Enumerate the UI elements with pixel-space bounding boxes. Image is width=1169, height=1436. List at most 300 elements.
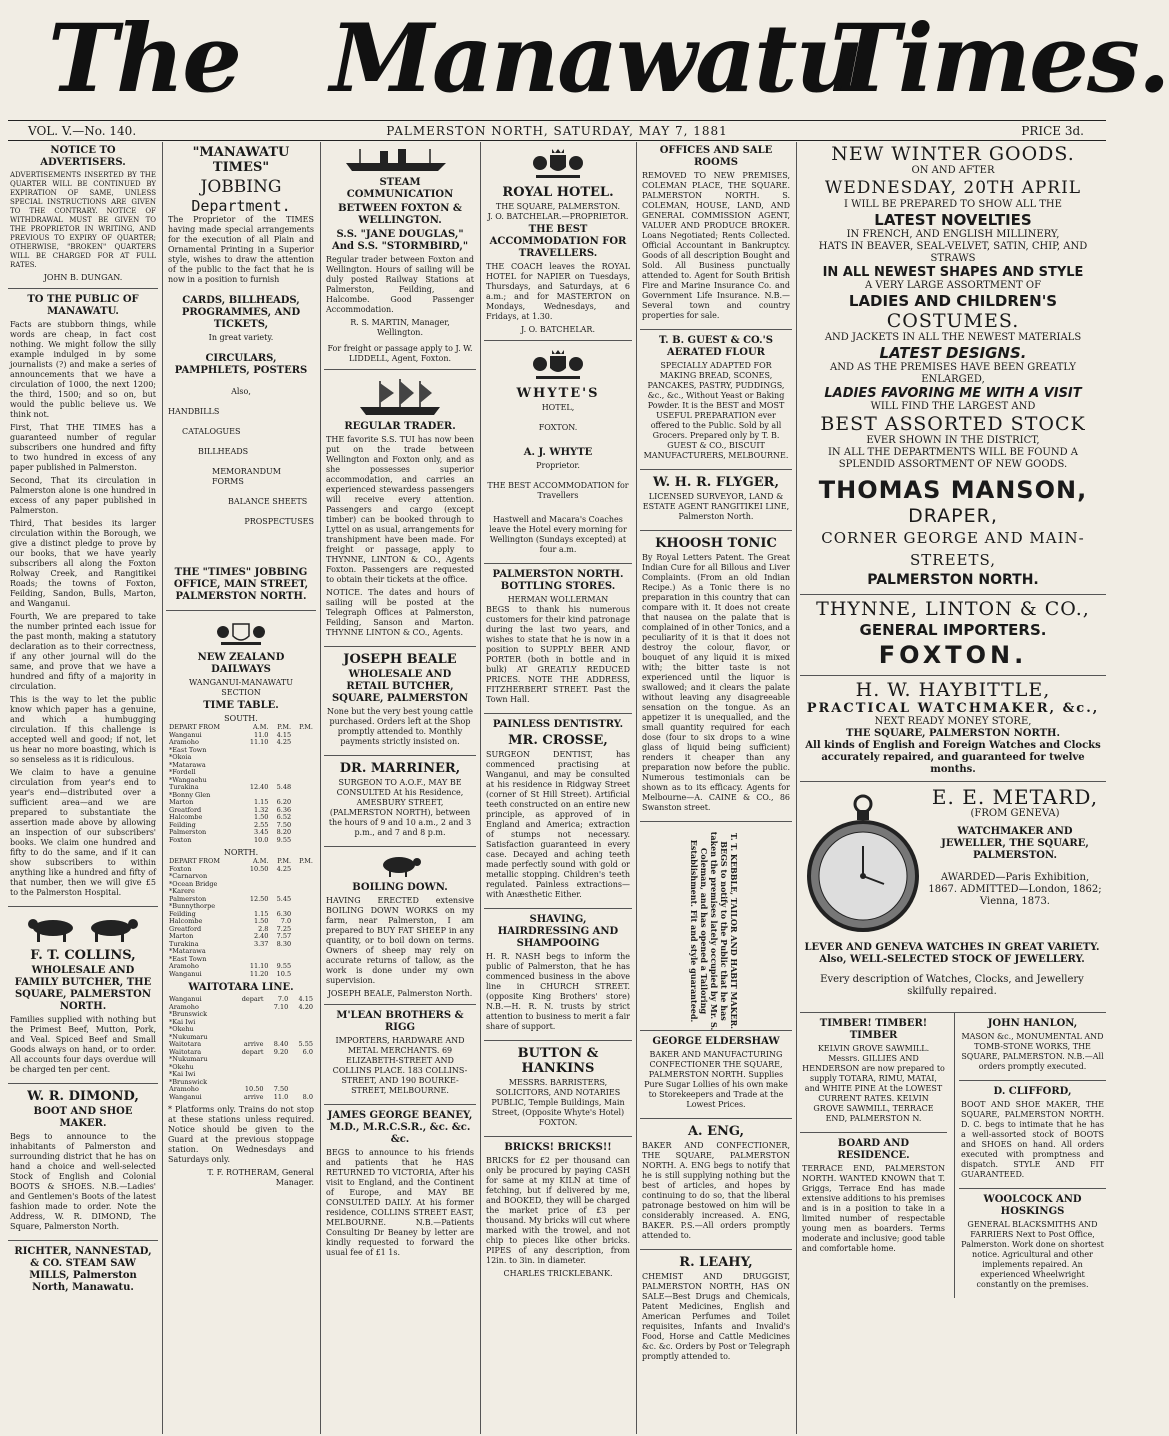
column-6 (800, 140, 1106, 1436)
ad-ships: S.S. "JANE DOUGLAS," And S.S. "STORMBIRD," (331, 229, 469, 252)
table-cell (265, 1011, 290, 1019)
table-cell: *Karere (169, 887, 195, 895)
ad-line: WILL FIND THE LARGEST AND (870, 401, 1036, 412)
table-cell (292, 903, 314, 911)
ad-button-hankins (484, 1041, 632, 1137)
ad-paragraph: This is the way to let the public know which paper has a genuine, and which a humbugging circulation. If this challenge is accepted well and good; if not, let us hear no more boasting, which is so senseless as it is ridiculous. (10, 695, 156, 764)
ad-signature: JOSEPH BEALE, Palmerston North. (327, 989, 473, 998)
ad-item: CARDS, BILLHEADS, PROGRAMMES, AND TICKETS, (181, 295, 301, 330)
ad-title: D. CLIFFORD, (993, 1086, 1072, 1097)
column-header: P.M. (299, 857, 313, 865)
table-cell: Feilding (169, 909, 196, 918)
table-cell: Greatford (169, 924, 202, 933)
masthead-word-2: Manawatu (330, 4, 862, 114)
ad-signature: CHARLES TRICKLEBANK. (503, 1269, 613, 1278)
ad-whytes-hotel (484, 341, 632, 564)
ad-trade: WATCHMAKER AND JEWELLER, THE SQUARE, PALMERSTON. (941, 826, 1089, 861)
ad-eng-baker (640, 1119, 792, 1250)
table-cell: 7.0 (277, 995, 289, 1003)
ad-to-the-public (8, 289, 158, 907)
ad-title: PALMERSTON NORTH. BOTTLING STORES. (492, 569, 624, 592)
table-cell (289, 1026, 314, 1034)
ad-heading: THE BEST ACCOMMODATION FOR TRAVELLERS. (489, 224, 627, 259)
ad-paragraph: We claim to have a genuine circulation from year's end to year's end—distributed over a sufficient area—and we are prepared to substantiate the assertion made above by allowing an inspection of our subscribers' books. We claim one hundred and fifty to do the same, and if it can show subscribers to within anything like a hundred and fifty of that number, then we will give £5 to the Palmerston Hospital. (10, 768, 156, 897)
ad-date: WEDNESDAY, 20TH APRIL (824, 178, 1082, 198)
ad-signature: R. S. MARTIN, Manager, Wellington. (350, 318, 450, 337)
table-cell: 12.50 (249, 894, 269, 903)
ad-dr-beaney (324, 1105, 476, 1266)
ad-jobbing-department (166, 140, 316, 611)
ad-joseph-beale (324, 647, 476, 756)
table-cell: 6.52 (276, 813, 292, 821)
ad-khoosh-tonic (640, 531, 792, 822)
ad-subtitle: BETWEEN FOXTON & WELLINGTON. (338, 203, 462, 226)
ad-title: W. H. R. FLYGER, (653, 475, 779, 490)
table-cell: Turakina (169, 783, 199, 791)
ad-line: HATS IN BEAVER, SEAL-VELVET, SATIN, CHIP, AND STRAWS (818, 241, 1088, 264)
ad-item: PROSPECTUSES (244, 517, 314, 526)
table-cell: 2.8 (258, 924, 269, 933)
two-column-ads (800, 1013, 1106, 1298)
table-cell: Palmerston (169, 894, 207, 903)
table-cell: 7.50 (273, 1085, 289, 1093)
ad-heading: JOBBING (200, 177, 282, 197)
ad-painless-dentistry (484, 714, 632, 909)
ad-title: R. LEAHY, (679, 1255, 753, 1270)
table-cell: 4.25 (276, 738, 292, 746)
table-cell (292, 807, 314, 815)
table-cell: 1.15 (253, 798, 269, 806)
masthead (0, 0, 1169, 118)
ad-timber (800, 1013, 947, 1133)
ad-item: MEMORANDUM FORMS (212, 467, 281, 486)
ad-body: All kinds of English and Foreign Watches and Clocks accurately repaired, and guaranteed for twelve months. (805, 740, 1101, 775)
ad-item: CATALOGUES (182, 427, 241, 436)
table-cell: 1.32 (253, 805, 269, 814)
column-divider (796, 142, 797, 1434)
royal-crest-icon (528, 147, 588, 181)
ad-name: THOMAS MANSON, (818, 476, 1088, 504)
ad-item: BALANCE SHEETS (228, 497, 308, 506)
table-cell: *Okoia (169, 753, 192, 761)
ad-title: NEW ZEALAND DAILWAYS (197, 652, 285, 675)
column-header: P.M. (277, 723, 292, 731)
table-cell: *Nukumaru (169, 1032, 208, 1041)
ad-guest-flour (640, 330, 792, 470)
ad-contact: For freight or passage apply to J. W. LIDDELL, Agent, Foxton. (327, 344, 473, 363)
ad-paragraph: First, That THE TIMES has a guaranteed number of regular subscribers one hundred and fifty to two hundred in excess of any paper published in Palmerston. (10, 423, 156, 472)
ad-title: BRICKS! BRICKS!! (504, 1142, 612, 1153)
ad-railway-timetable (166, 611, 316, 1193)
column-header: P.M. (277, 857, 292, 865)
ad-subtitle: WANGANUI-MANAWATU SECTION (188, 678, 294, 697)
ad-body: THE favorite S.S. TUI has now been put on the trade between Wellington and Foxton only, and as she possesses superior accommodation, and carries an experienced stewardess passengers will receive every attention. Passengers and cargo (except timber) can be booked through to Lyttel on as usual, arrangements for transhipment have been made. For freight or passage, apply to THYNNE, LINTON & CO., Agents Foxton. Passengers are requested to obtain their tickets at the office. (326, 435, 474, 584)
table-cell: Aramoho (169, 738, 199, 746)
table-cell: 7.0 (280, 917, 292, 925)
ad-body: IMPORTERS, HARDWARE AND METAL MERCHANTS. 69 ELIZABETH-STREET AND COLLINS PLACE. 183 COLLINS-STREET, AND 190 BOURKE-STREET, MELBOURNE. (332, 1036, 468, 1095)
table-cell: Wanganui (169, 969, 202, 978)
sheep-icon (375, 854, 425, 878)
table-cell: Foxton (169, 835, 192, 844)
column-header: A.M. (252, 857, 269, 865)
table-cell: 11.0 (273, 1092, 289, 1101)
ad-item: CIRCULARS, PAMPHLETS, POSTERS (174, 353, 308, 376)
table-cell: 5.48 (276, 783, 292, 791)
timetable-south (168, 724, 314, 844)
ad-headline: LADIES FAVORING ME WITH A VISIT (824, 386, 1082, 401)
table-cell: Turakina (169, 939, 199, 948)
table-cell: *Brunswick (169, 1010, 208, 1018)
table-cell (292, 963, 314, 971)
table-cell: Marton (169, 932, 194, 940)
ad-body: BAKER AND MANUFACTURING CONFECTIONER THE SQUARE, PALMERSTON NORTH. Supplies Pure Sugar Lollies of his own make to Storekeepers and Trade at the Lowest Prices. (644, 1050, 788, 1109)
table-cell (292, 822, 314, 830)
ad-body: SPECIALLY ADAPTED FOR MAKING BREAD, SCONES, PANCAKES, PASTRY, PUDDINGS, &c., &c., Without Yeast or Baking Powder. It is the BEST and MOST USEFUL PREPARATION ever offered to the Public. Sold by all Grocers. Prepared only by T. B. GUEST & CO., BISCUIT MANUFACTURERS, MELBOURNE. (643, 361, 789, 460)
ad-bricks (484, 1137, 632, 1284)
ad-nannestad (8, 1241, 158, 1301)
ad-line: A VERY LARGE ASSORTMENT OF (864, 280, 1042, 291)
table-cell (229, 1071, 265, 1079)
table-cell (265, 1019, 290, 1027)
table-cell (292, 896, 314, 904)
ad-paragraph: Third, That besides its larger circulation within the Borough, we give a distinct pledge to prove by our books, that we have yearly subscribers all along the Foxton Rolway Creek, and Rangitikei Roads; the towns of Foxton, Feilding, Sandon, Bulls, Marton, and Wanganui. (10, 519, 156, 608)
ad-title: JAMES GEORGE BEANEY, M.D., M.R.C.S.R., &c. &c. &c. (327, 1110, 473, 1145)
sub-column-left (800, 1013, 947, 1298)
table-cell: Waitotara (169, 1047, 202, 1056)
table-cell: 6.20 (276, 798, 292, 806)
table-cell (229, 1056, 265, 1064)
table-cell: 7.25 (276, 924, 292, 933)
dateline-price: PRICE 3d. (1021, 124, 1084, 138)
ad-body: GENERAL BLACKSMITHS AND FARRIERS Next to Post Office, Palmerston. Work done on shortest notice. Agricultural and other implements repaired. An experienced Wheelwright constantly on the premises. (961, 1220, 1104, 1289)
table-cell (292, 814, 314, 822)
table-cell: *Bonny Glen (169, 790, 211, 799)
table-cell: *Ocean Bridge (169, 879, 218, 888)
ad-name: E. E. METARD, (931, 785, 1099, 809)
table-cell: Aramoho (169, 1085, 199, 1093)
table-cell (269, 762, 292, 770)
table-cell (292, 732, 314, 740)
table-cell: 11.10 (249, 962, 269, 970)
table-cell (241, 762, 269, 770)
table-cell (292, 888, 314, 896)
ad-dr-marriner (324, 756, 476, 847)
column-divider (320, 142, 321, 1434)
ad-body: LICENSED SURVEYOR, LAND & ESTATE AGENT RANGITIKEI LINE, Palmerston North. (642, 492, 790, 521)
ad-title: "MANAWATU TIMES" (192, 145, 290, 175)
ad-title: REGULAR TRADER. (344, 421, 456, 432)
table-cell (292, 747, 314, 755)
ad-name: H. W. HAYBITTLE, (855, 679, 1051, 701)
table-cell (292, 754, 314, 762)
ad-trade: GENERAL IMPORTERS. (859, 621, 1047, 639)
ad-subtitle: BOOT AND SHOE MAKER. (33, 1106, 133, 1129)
ad-hanlon (959, 1013, 1106, 1081)
ad-headline: LADIES AND CHILDREN'S (848, 292, 1058, 310)
table-cell: Halcombe (169, 917, 203, 925)
timetable-waitotara (168, 996, 314, 1101)
ad-metard (800, 782, 1106, 1013)
steamship-icon (340, 147, 460, 173)
table-cell (241, 769, 269, 777)
table-cell (265, 1056, 290, 1064)
ad-line: IN FRENCH, AND ENGLISH MILLINERY, (846, 229, 1060, 240)
ad-title: A. ENG, (687, 1124, 745, 1139)
ad-body: Regular trader between Foxton and Wellington. Hours of sailing will be duly posted Railway Stations at Palmerston, Feilding, and Halcombe. Good Passenger Accommodation. (326, 255, 474, 314)
table-cell: Palmerston (169, 828, 207, 836)
table-cell: 1.15 (253, 909, 269, 918)
ad-title: DR. MARRINER, (339, 761, 461, 776)
ad-title: SHAVING, HAIRDRESSING AND SHAMPOOING (497, 914, 619, 949)
ad-body: SURGEON DENTIST, has commenced practising at Wanganui, and may be consulted at his residence in Ridgway Street (corner of St Hill Street). Artificial teeth constructed on an entire new principle, as approved of in England and America; extraction of stumps not necessary. Satisfaction guaranteed in every case. Decayed and aching teeth made perfectly sound with gold or metallic stopping. Children's teeth regulated. Painless extractions—with Anæsthetic Either. (486, 750, 630, 899)
ad-proprietor-label: Proprietor. (536, 461, 580, 470)
ad-awards: AWARDED—Paris Exhibition, 1867. ADMITTED—London, 1862; Vienna, 1873. (928, 872, 1102, 907)
table-cell: 5.55 (298, 1040, 313, 1048)
table-cell: 7.10 (273, 1002, 289, 1011)
ad-body: CHEMIST AND DRUGGIST, PALMERSTON NORTH, HAS ON SALE—Best Drugs and Chemicals, Patent Medicines, English and American Perfumes and Toilet requisites, Infants and Invalid's Food, Horse and Cattle Medicines &c. &c. Orders by Post or Telegraph promptly attended to. (642, 1272, 790, 1361)
table-cell: *Fordell (169, 768, 196, 776)
table-cell (241, 754, 269, 762)
table-cell: 4.25 (276, 864, 292, 873)
column-4 (484, 140, 632, 1436)
table-cell: *Matarawa (169, 947, 206, 955)
ad-heading: Department. (191, 197, 291, 215)
ad-body: BOOT AND SHOE MAKER, THE SQUARE, PALMERSTON NORTH. D. C. begs to intimate that he has a well-assorted stock of BOOTS and SHOES on hand. All orders executed with promptness and dispatch. STYLE AND FIT GUARANTEED. (961, 1100, 1104, 1179)
table-cell: 1.50 (253, 813, 269, 821)
table-cell (229, 1026, 265, 1034)
ad-title: M'LEAN BROTHERS & RIGG (336, 1010, 464, 1033)
table-cell: Wanganui (169, 730, 202, 739)
table-cell (269, 881, 292, 889)
ad-eldershaw (640, 1031, 792, 1119)
table-row (168, 971, 314, 979)
table-cell: 4.20 (298, 1002, 313, 1011)
table-cell: arrive (243, 1092, 264, 1101)
ad-repair: Every description of Watches, Clocks, and Jewellery skilfully repaired. (820, 974, 1084, 997)
table-cell: 6.30 (276, 909, 292, 918)
table-cell (292, 866, 314, 874)
ad-notice-to-advertisers (8, 140, 158, 289)
ad-bottling-stores (484, 564, 632, 714)
table-cell: 1.50 (253, 917, 269, 925)
ad-title: TO THE PUBLIC OF MANAWATU. (27, 294, 139, 317)
table-cell (292, 956, 314, 964)
ad-paragraph: Facts are stubborn things, while words are cheap, in fact cost nothing. We might follow the silly example indulged in by some journalists (?) and make a series of announcements that we have a circulation of 1000, the next 1200; the third, 1500; and so on, but would the public believe us. We think not. (10, 320, 156, 419)
ad-headline: COSTUMES. (886, 310, 1020, 332)
sub-column-right (954, 1013, 1106, 1298)
ad-steam-communication (324, 140, 476, 370)
ad-title: ROYAL HOTEL. (502, 185, 614, 200)
ad-headline: BEST ASSORTED STOCK (820, 413, 1086, 435)
table-cell: 4.15 (276, 730, 292, 739)
timetable-direction: NORTH. (223, 848, 259, 857)
ad-thynne-linton (800, 595, 1106, 676)
ad-woolcock (959, 1189, 1106, 1298)
ad-coleman (640, 140, 792, 330)
ad-title: T. B. GUEST & CO.'S AERATED FLOUR (659, 335, 773, 358)
table-row (168, 837, 314, 845)
ad-town: FOXTON. (878, 641, 1028, 669)
ad-title: BOARD AND RESIDENCE. (837, 1138, 910, 1161)
ad-signature: JOHN B. DUNGAN. (43, 273, 123, 282)
table-cell: Foxton (169, 864, 192, 873)
ad-title: W. R. DIMOND, (27, 1089, 139, 1104)
table-cell: Feilding (169, 820, 196, 829)
ad-title: NEW WINTER GOODS. (831, 143, 1075, 165)
ad-headline: LATEST NOVELTIES (874, 211, 1032, 229)
table-cell (229, 1064, 265, 1072)
table-cell: *Kai Iwi (169, 1070, 196, 1078)
ad-item: In great variety. (208, 333, 274, 342)
ad-body: H. R. NASH begs to inform the public of Palmerston, that he has commenced business in the above line in CHURCH STREET. (opposite King Brothers' store) N.B.—H. R. N. trusts by strict attention to business to merit a fair share of support. (486, 952, 630, 1031)
ad-name: HERMAN WOLLERMAN (507, 595, 609, 604)
ad-line: AND AS THE PREMISES HAVE BEEN GREATLY ENLARGED, (829, 362, 1076, 385)
table-cell: 5.45 (276, 894, 292, 903)
table-cell: 7.57 (276, 932, 292, 940)
ad-body: ADVERTISEMENTS INSERTED BY THE QUARTER WILL BE CONTINUED BY EXPIRATION OF SAME, UNLESS SPECIAL INSTRUCTIONS ARE GIVEN TO THE CONTRARY. NOTICE OF WITHDRAWAL MUST BE GIVEN TO THE PROPRIETOR IN WRITING, AND PREVIOUS TO EXPIRY OF QUARTER; OTHERWISE, "BROKEN" QUARTERS WILL BE CHARGED FOR AT FULL RATES. (10, 171, 156, 269)
table-cell (292, 911, 314, 919)
table-cell (292, 948, 314, 956)
ad-subtitle: THE SQUARE, PALMERSTON. (495, 202, 621, 211)
ad-body: BEGS to thank his numerous customers for their kind patronage during the last two years, and wishes to state that he is now in a position to SUPPLY BEER AND PORTER (both in bottle and in bulk) AT GREATLY REDUCED PRICES. NOTE THE ADDRESS, FITZHERBERT STREET. Past the Town Hall. (486, 605, 630, 704)
ad-body: TERRACE END, PALMERSTON NORTH. WANTED KNOWN that T. Griggs, Terrace End has made extensive additions to his premises and is in a position to take in a limited number of respectable young men as boarders. Terms moderate and inclusive; good table and comfortable home. (802, 1164, 945, 1253)
table-cell: *Okehu (169, 1062, 194, 1071)
table-cell: 6.36 (276, 805, 292, 814)
ad-title: PAINLESS DENTISTRY. (492, 719, 624, 730)
ad-address: THE "TIMES" JOBBING OFFICE, MAIN STREET, PALMERSTON NORTH. (173, 567, 309, 602)
table-cell: *East Town (169, 745, 207, 754)
table-cell (265, 1071, 290, 1079)
ad-title: WHYTE'S (516, 386, 600, 401)
ad-dimond-bootmaker (8, 1084, 158, 1241)
table-cell: 8.0 (302, 1092, 313, 1101)
table-cell (292, 777, 314, 785)
ad-proprietor: A. J. WHYTE (523, 447, 593, 458)
table-cell (265, 1026, 290, 1034)
table-cell (292, 799, 314, 807)
dateline-place-date: PALMERSTON NORTH, SATURDAY, MAY 7, 1881 (386, 124, 728, 138)
table-cell (289, 1071, 314, 1079)
ad-body: By Royal Letters Patent. The Great Indian Cure for all Billous and Liver Complaints. (From an old Indian Recipe.) As a Tonic there is no preparation in this country that can compare with it. It does not create that nausea on the palate that is complained of in other Tonics, and a peculiarity of it is that it does not destroy the colour, flavor, or bouquet of any liquid it is mixed with; the bitter taste is not experienced until the liquor is swallowed; and it clears the palate without leaving any disagreeable sensation on the tongue. As an appetizer it is unequalled, and the small quantity required for each dose (four to six drops to a wine glass of liquid being sufficient) renders it cheaper than any preparation now before the public. Numerous testimonials can be shown as to its efficacy. Agents for Melbourne—A. CAINE & CO., 86 Swanston street. (642, 553, 790, 812)
table-cell: 10.50 (244, 1085, 264, 1093)
ad-line: EVER SHOWN IN THE DISTRICT, (866, 435, 1040, 446)
table-cell: arrive (243, 1040, 264, 1048)
table-cell (292, 873, 314, 881)
column-divider (162, 142, 163, 1434)
ad-collins-butcher (8, 907, 158, 1084)
ad-title: RICHTER, NANNESTAD, & CO. STEAM SAW MILLS, Palmerston North, Manawatu. (14, 1246, 152, 1293)
ad-subtitle: WHOLESALE AND RETAIL BUTCHER, SQUARE, PALMERSTON (331, 669, 469, 704)
table-cell: depart (241, 995, 264, 1003)
ad-body: SURGEON TO A.O.F., MAY BE CONSULTED At his Residence, AMESBURY STREET, (PALMERSTON NORTH), between the hours of 9 and 10 a.m., 2 and 3 p.m., and 7 and 8 p.m. (328, 778, 472, 837)
table-cell: 10.5 (276, 969, 292, 978)
ad-body: BAKER AND CONFECTIONER, THE SQUARE, PALMERSTON NORTH. A. ENG begs to notify that he is still supplying nothing but the best of articles, and hopes by continuing to do so, that the liberal patronage bestowed on him will be considerably increased. A. ENG, BAKER. P.S.—All orders promptly attended to. (642, 1141, 790, 1240)
table-cell (292, 881, 314, 889)
column-header: DEPART FROM (169, 857, 220, 865)
table-cell: 9.55 (276, 835, 292, 844)
ad-address: CORNER GEORGE AND MAIN-STREETS, (821, 529, 1085, 569)
dateline-volume: VOL. V.—No. 140. (28, 124, 137, 138)
ad-line: (FROM GENEVA) (970, 808, 1060, 819)
ad-title: GEORGE ELDERSHAW (652, 1036, 780, 1047)
table-cell: Aramoho (169, 962, 199, 970)
ad-subtitle: TIME TABLE. (203, 700, 279, 711)
table-row (168, 1094, 314, 1102)
table-cell: 10.0 (253, 835, 269, 844)
table-cell: *Carnarvon (169, 872, 208, 880)
column-3 (324, 140, 476, 1436)
ad-title: JOHN HANLON, (987, 1018, 1078, 1029)
ad-title: JOSEPH BEALE (343, 652, 457, 667)
table-cell (241, 881, 269, 889)
ad-body: KELVIN GROVE SAWMILL. Messrs. GILLIES AND HENDERSON are now prepared to supply TOTARA, RIMU, MATAI, and WHITE PINE At the LOWEST CURRENT RATES. KELVIN GROVE SAWMILL, TERRACE END, PALMERSTON N. (802, 1044, 945, 1123)
ad-shaving (484, 909, 632, 1041)
table-cell: *Bunnythorpe (169, 902, 216, 910)
ad-proprietor: J. O. BATCHELAR.—PROPRIETOR. (487, 212, 629, 221)
timetable-direction: SOUTH. (224, 714, 258, 723)
ad-title: WOOLCOCK AND HOSKINGS (983, 1194, 1082, 1217)
table-cell (292, 762, 314, 770)
table-cell: 3.45 (253, 828, 269, 836)
ad-body: BEGS to announce to his friends and patients that he HAS RETURNED TO VICTORIA, After his visit to England, and the Continent of Europe, and MAY BE CONSULTED DAILY. At his former residence, COLLINS STREET EAST, MELBOURNE. N.B.—Patients Consulting Dr Beaney by letter are kindly requested to forward the usual fee of £1 1s. (326, 1148, 474, 1257)
table-cell: 10.50 (249, 864, 269, 873)
table-cell (292, 926, 314, 934)
ad-title: BUTTON & HANKINS (517, 1046, 599, 1076)
ad-body: The Proprietor of the TIMES having made special arrangements for the execution of all Plain and Ornamental Printing in a Superior style, wishes to draw the attention of the public to the fact that he is now in a position to furnish (168, 215, 314, 284)
sailing-ship-icon (350, 377, 450, 417)
ad-clifford (959, 1081, 1106, 1189)
ad-title: TIMBER! TIMBER! TIMBER (819, 1018, 928, 1041)
ad-line: I WILL BE PREPARED TO SHOW ALL THE (844, 199, 1062, 210)
ad-text-block (926, 786, 1104, 908)
table-cell (289, 1079, 314, 1087)
table-cell (292, 829, 314, 837)
table-cell: 7.50 (276, 820, 292, 829)
ad-body: HAVING ERECTED extensive BOILING DOWN WORKS on my farm, near Palmerston, I am prepared to BUY FAT SHEEP in any quantity, or to boil down on terms. Owners of sheep may rely on accurate returns of tallow, as the work is done under my own supervision. (326, 896, 474, 985)
table-cell (229, 1004, 265, 1012)
table-cell: *East Town (169, 954, 207, 963)
masthead-word-3: Times. (830, 4, 1169, 114)
ad-notice: NOTICE. The dates and hours of sailing will be posted at the Telegraph Offices at Palmerston, Feilding, Sanson and Marton. THYNNE LINTON & CO., Agents. (326, 588, 474, 637)
ad-flyger (640, 470, 792, 531)
masthead-word-1: The (48, 4, 241, 114)
table-cell (241, 873, 269, 881)
ad-body: Families supplied with nothing but the Primest Beef, Mutton, Pork, and Veal. Spiced Beef and Small Goods always on hand, or to order. All accounts four days overdue will be charged ten per cent. (10, 1015, 156, 1074)
pocket-watch-icon (804, 792, 922, 932)
table-cell: 2.55 (253, 820, 269, 829)
table-cell: depart (241, 1047, 264, 1056)
ad-signature: J. O. BATCHELAR. (521, 325, 595, 334)
ad-text-block (800, 942, 1104, 998)
ad-body: REMOVED TO NEW PREMISES, COLEMAN PLACE, THE SQUARE. PALMERSTON NORTH. S. COLEMAN, HOUSE, LAND, AND GENERAL COMMISSION AGENT, VALUER AND PRODUCE BROKER. Loans Negotiated; Rents Collected. Official Accountant in Bankruptcy. Goods of all description Bought and Sold. All Business punctually attended to. Agent for South British Fire and Marine Insurance Co. and Government Life Insurance. N.B.—Several town and country properties for sale. (642, 171, 790, 320)
ad-winter-goods (800, 140, 1106, 595)
ad-subtitle: WHOLESALE AND FAMILY BUTCHER, THE SQUARE, PALMERSTON NORTH. (14, 965, 152, 1012)
table-cell: 6.0 (302, 1047, 313, 1056)
ad-title: F. T. COLLINS, (30, 948, 136, 963)
table-cell (269, 747, 292, 755)
table-cell: Wanganui (169, 1092, 202, 1101)
table-cell: 3.37 (253, 939, 269, 948)
column-5 (640, 140, 792, 1436)
column-divider (636, 142, 637, 1434)
column-header: P.M. (299, 723, 313, 731)
timetable-note: * Platforms only. Trains do not stop at these stations unless required. Notice should be given to the Guard at the previous stoppage station. On Wednesdays and Saturdays only. (168, 1105, 314, 1164)
table-cell: Waitotara (169, 1040, 202, 1048)
ad-place: FOXTON. (538, 423, 578, 432)
table-cell (292, 918, 314, 926)
table-cell: 8.40 (273, 1040, 289, 1048)
table-cell: 11.0 (253, 730, 269, 739)
